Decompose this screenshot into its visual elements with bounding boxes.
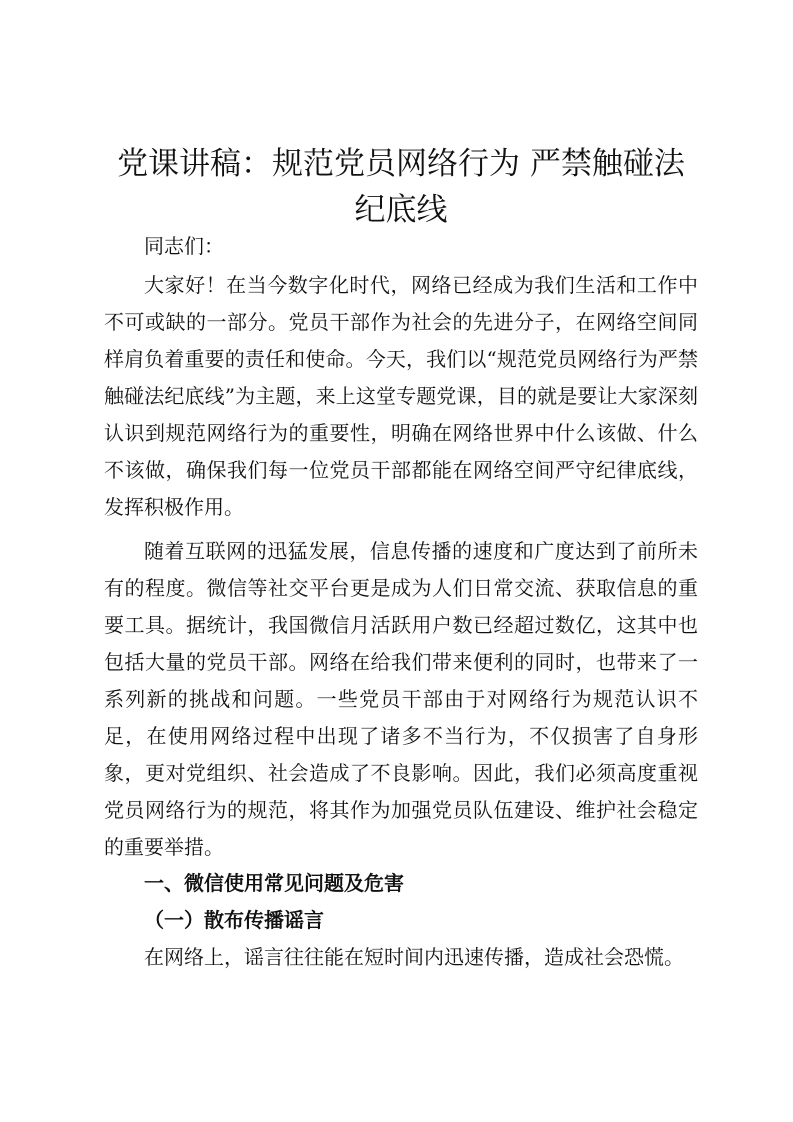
paragraph-background: 随着互联网的迅猛发展，信息传播的速度和广度达到了前所未有的程度。微信等社交平台更是成为人们日常交流、获取信息的重要工具。据统计，我国微信月活跃用户数已经超过数亿，这其中也包括大量的党员干部。网络在给我们带来便利的同时，也带来了一系列新的挑战和问题。一些党员干部由于对网络行为规范认识不足，在使用网络过程中出现了诸多不当行为，不仅损害了自身形象，更对党组织、社会造成了不良影响。因此，我们必须高度重视党员网络行为的规范，将其作为加强党员队伍建设、维护社会稳定的重要举措。 [104, 539, 698, 859]
document-title: 党课讲稿：规范党员网络行为 严禁触碰法纪底线 [117, 146, 685, 228]
section-heading: 一、微信使用常见问题及危害 [144, 871, 404, 895]
paragraph-intro: 大家好！在当今数字化时代，网络已经成为我们生活和工作中不可或缺的一部分。党员干部作为社会的先进分子，在网络空间同样肩负着重要的责任和使命。今天，我们以“规范党员网络行为严禁触碰法纪底线”为主题，来上这堂专题党课，目的就是要让大家深刻认识到规范网络行为的重要性，明确在网络世界中什么该做、什么不该做，确保我们每一位党员干部都能在网络空间严守纪律底线，发挥积极作用。 [104, 273, 698, 519]
subsection-paragraph: 在网络上，谣言往往能在短时间内迅速传播，造成社会恐慌。 [144, 945, 684, 969]
greeting: 同志们： [144, 234, 224, 258]
subsection-heading: （一）散布传播谣言 [144, 908, 324, 932]
